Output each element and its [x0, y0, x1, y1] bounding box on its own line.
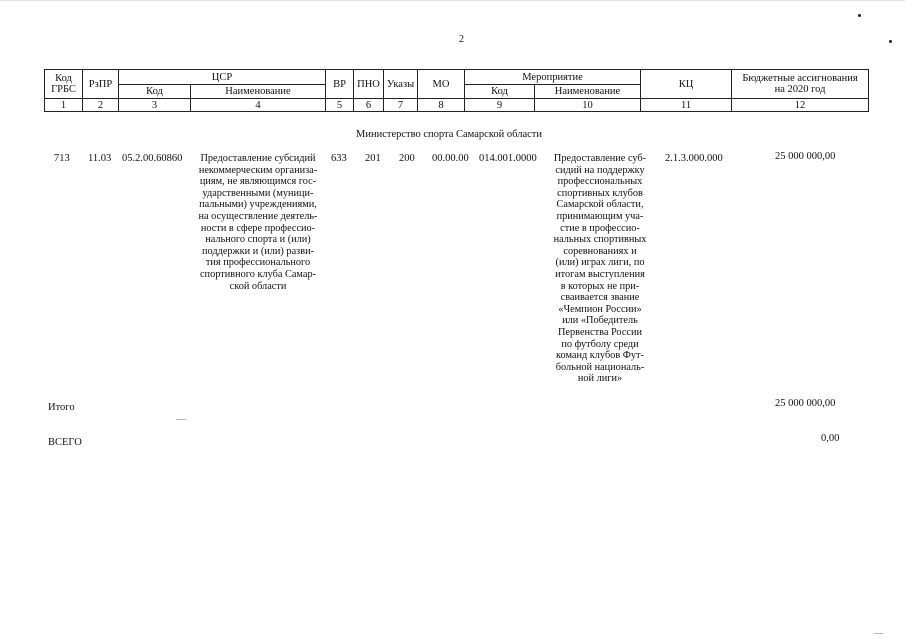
row-csr-name: Предоставление субсидий некоммерческим организа- циям, не являющимся гос- ударственными (муници- пальными) учреждениями, на осуществление деятель- ности в сфере профессио- нального спорта и (или) поддержки и (или) разви- тия профессионального спортивного клуба Самар- ской области: [198, 153, 318, 292]
header-ukazy: Указы: [384, 70, 418, 99]
column-number: 3: [119, 99, 191, 112]
header-vr: ВР: [326, 70, 354, 99]
header-mer-name: Наименование: [535, 85, 641, 99]
header-csr-kod: Код: [119, 85, 191, 99]
itogo-amount: 25 000 000,00: [775, 398, 836, 409]
column-number: 6: [354, 99, 384, 112]
row-mer-name: Предоставление суб- сидий на поддержку профессиональных спортивных клубов Самарской области, принимающим уча- стие в профессио- нальных спортивных соревнованиях и (или) играх лиги, по итогам выступления в которых не при- сваивается звание «Чемпион России» или «Победитель Первенства России по футболу среди команд клубов Фут- больной националь- ной лиги»: [553, 153, 647, 385]
scan-mark: [176, 419, 186, 420]
header-mer-kod: Код: [465, 85, 535, 99]
row-vr: 633: [331, 153, 347, 164]
column-number: 1: [45, 99, 83, 112]
column-number: 4: [191, 99, 326, 112]
column-number: 8: [418, 99, 465, 112]
header-mo: МО: [418, 70, 465, 99]
header-kod-grbs: Код ГРБС: [45, 70, 83, 99]
header-csr-name: Наименование: [191, 85, 326, 99]
scan-speck: [889, 40, 892, 43]
column-number: 2: [83, 99, 119, 112]
column-number: 9: [465, 99, 535, 112]
row-kc: 2.1.3.000.000: [665, 153, 723, 164]
vsego-amount: 0,00: [821, 433, 840, 444]
header-budget: Бюджетные ассигнования на 2020 год: [732, 70, 869, 99]
scan-mark: [874, 633, 883, 634]
vsego-label: ВСЕГО: [48, 437, 82, 448]
row-ukazy: 200: [399, 153, 415, 164]
row-mer-kod: 014.001.0000: [479, 153, 537, 164]
column-number: 5: [326, 99, 354, 112]
column-number: 12: [732, 99, 869, 112]
row-pno: 201: [365, 153, 381, 164]
ministry-title: Министерство спорта Самарской области: [356, 129, 542, 140]
budget-table-header: [44, 69, 869, 112]
row-grbs: 713: [54, 153, 70, 164]
header-kc: КЦ: [641, 70, 732, 99]
row-mo: 00.00.00: [432, 153, 469, 164]
row-rzpr: 11.03: [88, 153, 112, 164]
column-number: 10: [535, 99, 641, 112]
column-number: 11: [641, 99, 732, 112]
scan-edge: [0, 0, 905, 1]
row-csr-kod: 05.2.00.60860: [122, 153, 183, 164]
itogo-label: Итого: [48, 402, 75, 413]
page-number: 2: [459, 34, 464, 45]
row-amount: 25 000 000,00: [775, 151, 836, 162]
header-pno: ПНО: [354, 70, 384, 99]
column-number: 7: [384, 99, 418, 112]
header-meropriyatie: Мероприятие: [465, 70, 641, 85]
header-csr: ЦСР: [119, 70, 326, 85]
scan-speck: [858, 14, 861, 17]
header-rzpr: РзПР: [83, 70, 119, 99]
